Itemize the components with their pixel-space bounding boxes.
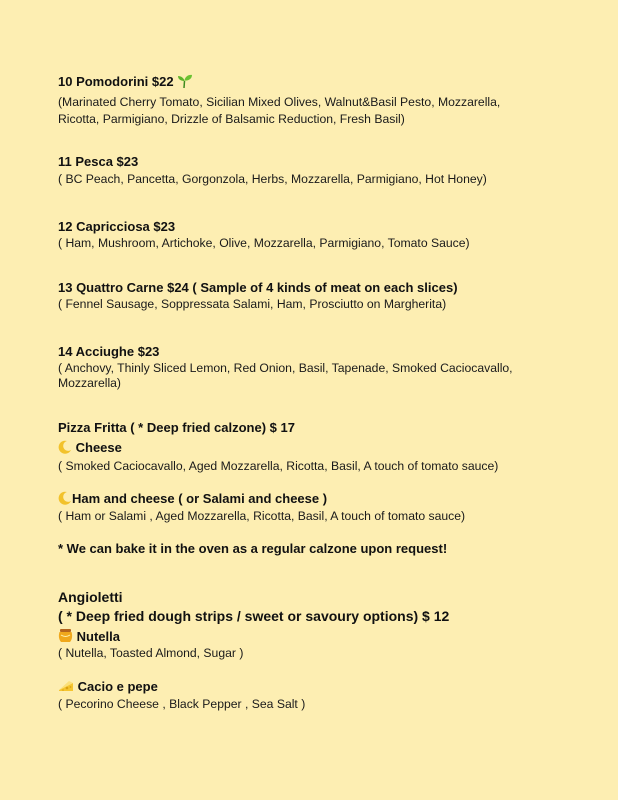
menu-item-description: ( Ham, Mushroom, Artichoke, Olive, Mozzarella, Parmigiano, Tomato Sauce) xyxy=(58,236,470,250)
menu-item-description: Ricotta, Parmigiano, Drizzle of Balsamic Reduction, Fresh Basil) xyxy=(58,112,405,126)
cheese-wedge-icon xyxy=(58,679,74,697)
fritta-option-title: Cheese xyxy=(58,440,122,458)
menu-item-title: 10 Pomodorini $22 xyxy=(58,74,193,92)
section-subheader-angioletti: ( * Deep fried dough strips / sweet or savoury options) $ 12 xyxy=(58,608,450,624)
angioletti-option-description: ( Pecorino Cheese , Black Pepper , Sea Salt ) xyxy=(58,697,306,711)
menu-item-description: Mozzarella) xyxy=(58,376,121,390)
fritta-note: * We can bake it in the oven as a regular calzone upon request! xyxy=(58,541,448,556)
menu-item-description: (Marinated Cherry Tomato, Sicilian Mixed Olives, Walnut&Basil Pesto, Mozzarella, xyxy=(58,95,501,109)
fritta-option-description: ( Smoked Caciocavallo, Aged Mozzarella, Ricotta, Basil, A touch of tomato sauce) xyxy=(58,459,499,473)
angioletti-option-title: Nutella xyxy=(58,628,120,647)
angioletti-option-title: Cacio e pepe xyxy=(58,679,158,697)
menu-item-title: 11 Pesca $23 xyxy=(58,154,139,169)
menu-item-description: ( BC Peach, Pancetta, Gorgonzola, Herbs, Mozzarella, Parmigiano, Hot Honey) xyxy=(58,172,487,186)
menu-item-description: ( Anchovy, Thinly Sliced Lemon, Red Onion, Basil, Tapenade, Smoked Caciocavallo, xyxy=(58,361,513,375)
fritta-option-title: Ham and cheese ( or Salami and cheese ) xyxy=(58,491,327,509)
section-header-angioletti: Angioletti xyxy=(58,589,123,605)
crescent-moon-icon xyxy=(58,440,72,458)
menu-item-title: 14 Acciughe $23 xyxy=(58,344,160,359)
menu-item-title: 12 Capricciosa $23 xyxy=(58,219,176,234)
section-header-pizza-fritta: Pizza Fritta ( * Deep fried calzone) $ 17 xyxy=(58,420,295,435)
crescent-moon-icon xyxy=(58,491,72,509)
menu-item-description: ( Fennel Sausage, Soppressata Salami, Ham, Prosciutto on Margherita) xyxy=(58,297,447,311)
menu-item-title: 13 Quattro Carne $24 ( Sample of 4 kinds of meat on each slices) xyxy=(58,280,458,295)
angioletti-option-description: ( Nutella, Toasted Almond, Sugar ) xyxy=(58,646,244,660)
sprout-icon xyxy=(177,74,193,92)
fritta-option-description: ( Ham or Salami , Aged Mozzarella, Ricotta, Basil, A touch of tomato sauce) xyxy=(58,509,466,523)
